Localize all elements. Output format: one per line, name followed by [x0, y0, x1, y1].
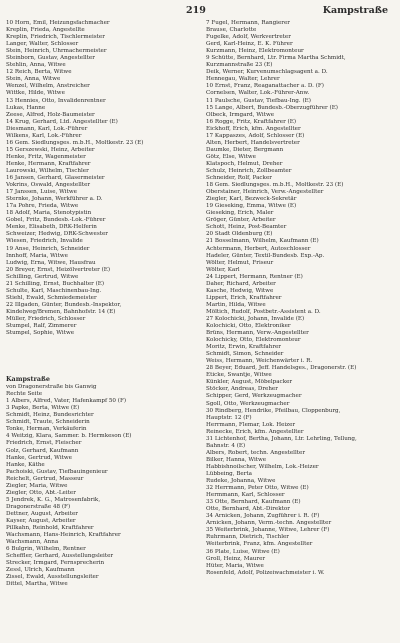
directory-entry: Daumke, Dieter, Bergmann [206, 146, 284, 153]
directory-entry: Gerd, Karl-Heinz, E. K. Führer [206, 41, 293, 48]
directory-entry: Wittke, Hilde, Witwe [6, 90, 65, 97]
directory-entry: 36 Plate, Luise, Witwe (E) [206, 548, 280, 555]
directory-entry: Steinborn, Gustav, Angestellter [6, 55, 95, 62]
directory-entry: 21 Bosselmann, Wilhelm, Kaufmann (E) [206, 238, 319, 245]
directory-entry: Schott, Heinz, Post-Beamter [206, 224, 287, 231]
directory-entry: Ziegler, Karl, Bezweck-Sekretär [206, 196, 297, 203]
directory-entry: Schulz, Heinrich, Zollbeamter [206, 167, 292, 174]
directory-entry: Dettner, August, Arbeiter [6, 510, 78, 517]
left-column [6, 20, 192, 588]
directory-entry: Reichelt, Gertrud, Masseur [6, 475, 84, 482]
directory-entry: 34 Arnicken, Johann, Zugführer i. R. (F) [206, 513, 320, 520]
directory-entry: Brüns, Hermann, Verw.-Angestellter [206, 330, 309, 337]
directory-entry: Kurzmann, Heinz, Elektromonteur [206, 48, 304, 55]
directory-entry: Götz, Else, Witwe [206, 153, 256, 160]
directory-entry: Dragonerstraße 48 (F) [6, 503, 71, 510]
directory-entry: 30 Rindberg, Hendrike, Pfeilbau, Cloppenburg, [206, 407, 341, 414]
directory-entry: Schilling, Gertrud, Witwe [6, 273, 79, 280]
directory-entry: Dittel, Martha, Witwe [6, 581, 68, 588]
directory-entry: Hauptstr. 12 (F) [206, 414, 252, 421]
directory-entry: 20 Breyer, Ernst, Heizölvertreter (E) [6, 266, 111, 273]
directory-entry: Eickhoff, Erich, kfm. Angestellter [206, 125, 301, 132]
directory-entry: Hennegau, Walter, Lehrer [206, 76, 280, 83]
directory-entry: 7 Fugel, Hermann, Rangierer [206, 20, 290, 26]
directory-entry: Golz, Gerhard, Kaufmann [6, 447, 79, 454]
directory-entry: Ruhrmann, Dietrich, Tischler [206, 534, 289, 541]
directory-entry: Stehlin, Anna, Witwe [6, 62, 66, 69]
directory-entry: Oberstainer, Heinrich, Verw.-Angestellter [206, 189, 324, 196]
directory-entry: Weiterbrink, Franz, kfm. Angestellter [206, 541, 313, 548]
directory-entry: Rosenfeld, Adolf, Polizeiwachmeister i. W. [206, 569, 325, 576]
directory-entry: Wachsmann, Anna [6, 539, 59, 546]
directory-entry: Rechte Seite [6, 391, 43, 398]
directory-entry: Wenzel, Wilhelm, Anstreicher [6, 83, 90, 90]
directory-entry: Stiehl, Ewald, Schmiedemeister [6, 294, 97, 301]
directory-entry: Arnicken, Johann, Verm.-techn. Angestellter [206, 520, 332, 527]
directory-entry: 32 Herrmann, Peter Otto, Witwe (E) [206, 485, 309, 492]
directory-entry: Zeese, Alfred, Holz-Baumeister [6, 111, 95, 118]
directory-entry: 24 Lippert, Hermann, Rentner (E) [206, 273, 303, 280]
directory-entry: 27 Kolochicki, Johann, Invalide (E) [206, 315, 305, 322]
directory-entry: Kolochicki, Otto, Elektroniker [206, 323, 291, 330]
directory-entry: Schmidt, Traute, Schneiderin [6, 419, 90, 426]
directory-entry: Daher, Richard, Arbeiter [206, 280, 276, 287]
directory-entry: 33 Otte, Bernhard, Kaufmann (E) [206, 499, 301, 506]
directory-entry: Kurzmannstraße 23 (E) [206, 62, 273, 69]
directory-entry: Gröger, Günter, Arbeiter [206, 217, 276, 224]
directory-entry: Cornelsen, Walter, Lok.-Führer-Anw. [206, 90, 310, 97]
directory-entry: Innhoff, Maria, Witwe [6, 252, 68, 259]
street-heading: Kampstraße [322, 5, 388, 16]
directory-entry: Kasche, Hedwig, Witwe [206, 287, 274, 294]
directory-entry: Möltich, Rudolf, Postbetr.-Assistent a. D. [206, 308, 321, 315]
directory-entry: Hanke, Käthe [6, 461, 45, 468]
directory-entry: Zissel, Ewald, Ausstellungsleiter [6, 574, 99, 581]
directory-entry: 16 Gem. Siedlungsges. m.b.H., Moltkestr. 23 (E) [6, 139, 144, 146]
directory-entry: 13 Hennies, Otto, Invalidenrentner [6, 97, 106, 104]
directory-entry: Groll, Heinz, Maurer [206, 555, 266, 562]
directory-entry: Zessl, Ulrich, Kaufmann [6, 567, 75, 574]
directory-entry: Brause, Charlotte [206, 27, 257, 34]
directory-entry: Habbishnoilscher, Wilhelm, Lok.-Heizer [206, 463, 319, 470]
directory-entry: 21 Schilling, Ernst, Buchhalter (E) [6, 280, 105, 287]
directory-entry: Henke, Fritz, Wagenmeister [6, 153, 86, 160]
directory-entry: Schmidt, Heinz, Bundesrichter [6, 412, 94, 419]
directory-entry: 18 Gem. Siedlungsges. m.b.H., Moltkestr. 23 (E) [206, 182, 344, 189]
page-header [0, 3, 400, 17]
directory-entry: Wölter, Helmut, Friseur [206, 259, 274, 266]
directory-entry: Reinecke, Erich, kfm. Angestellter [206, 428, 304, 435]
directory-entry: Bahnstr. 4 (E) [206, 442, 246, 449]
column-gap [6, 337, 192, 373]
directory-entry: Schmidt, Simon, Schneider [206, 351, 284, 358]
resident-list-2 [6, 398, 192, 588]
directory-entry: Menke, Elisabeth, DRK-Helferin [6, 224, 97, 231]
directory-entry: 9 Schütte, Bernhard, Ltr. Firma Martha Schmidt, [206, 55, 346, 62]
directory-entry: 31 Lichtenhof, Bertha, Johann, Ltr. Lehrling, Tellung, [206, 435, 357, 442]
directory-entry: Vokrins, Oswald, Angestellter [6, 182, 91, 189]
directory-entry: 35 Weiterbrink, Johanne, Witwe, Lehrer (F) [206, 527, 330, 534]
directory-entry: Lübbeing, Berta [206, 471, 252, 477]
directory-entry: 19 Gieseking, Emma, Witwe (E) [206, 203, 297, 210]
directory-entry: 17a Pohre, Frieda, Witwe [6, 203, 79, 210]
directory-entry: Hermmann, Karl, Schlosser [206, 492, 285, 499]
page-number: 219 [186, 5, 206, 16]
directory-entry: 12 Reich, Berta, Witwe [6, 69, 72, 76]
directory-entry: Rudeke, Johanna, Witwe [206, 478, 276, 485]
directory-entry: Schulte, Karl, Maschinenbau-Ing. [6, 287, 102, 294]
directory-entry: Fugelke, Adolf, Werkvertreter [206, 34, 291, 41]
directory-entry: Stein, Anna, Witwe [6, 76, 61, 83]
directory-entry: 3 Papke, Berta, Witwe (E) [6, 405, 80, 412]
directory-entry: 20 Stadt Oldenburg (E) [206, 231, 273, 238]
directory-entry: 18 Adolf, Maria, Stenotypistin [6, 210, 92, 217]
directory-entry: Tonke, Herman, Verkäuferin [6, 426, 87, 433]
directory-entry: 15 Lange, Albert, Bundesb.-Oberzugführer (E) [206, 104, 338, 111]
directory-entry: Kolochicky, Otto, Elektromonteur [206, 337, 301, 344]
directory-entry: Schneider, Rolf, Packer [206, 175, 272, 182]
directory-entry: Laurowski, Wilhelm, Tischler [6, 167, 89, 174]
directory-entry: Stumpel, Ralf, Zimmerer [6, 323, 77, 330]
section-intro [6, 384, 192, 398]
directory-entry: Hadeler, Günter, Textil-Bundesb. Exp.-Ap. [206, 252, 325, 259]
directory-entry: Henke, Hermann, Kraftfahrer [6, 160, 91, 167]
directory-entry: Stumpel, Sophie, Witwe [6, 330, 75, 337]
directory-entry: Pachoiski, Gustav, Tiefbauingenieur [6, 468, 108, 475]
directory-entry: Wilkens, Karl, Lok.-Führer [6, 132, 82, 139]
directory-entry: 28 Beyer, Eduard, Jeff. Handelsges., Dragonerstr. (E) [206, 365, 357, 372]
directory-entry: 11 Paulsche, Gustav, Tiefbau-Ing. (E) [206, 97, 311, 104]
directory-entry: Kayser, August, Arbeiter [6, 518, 76, 524]
directory-entry: Achtermann, Herbert, Autoschlosser [206, 245, 311, 252]
directory-entry: Klatspoch, Helmut, Dreher [206, 160, 283, 167]
directory-entry: Otte, Bernhard, Abt.-Direktor [206, 506, 290, 513]
directory-entry: 10 Horn, Emil, Heizungsfachmacher [6, 20, 110, 26]
directory-entry: Schipper, Gerd, Werkzeugmacher [206, 393, 302, 400]
directory-entry: Strecker, Irmgard, Fernsprecherin [6, 560, 105, 567]
directory-entry: Deik, Werner, Kurvenumschlagsagent a. D. [206, 69, 328, 76]
directory-entry: 1 Albers, Alfred, Vater, Hafenkampf 50 (F) [6, 398, 127, 405]
resident-list-1 [6, 20, 192, 337]
directory-entry: Ziegler, Maria, Witwe [6, 482, 68, 489]
directory-entry: Kindelweg/Bremen, Bahnhofstr. 14 (E) [6, 308, 116, 315]
directory-entry: Diesmann, Karl, Lok.-Führer [6, 125, 88, 132]
directory-entry: Alten, Herbert, Handelsvertreter [206, 139, 300, 146]
directory-entry: 6 Bulgrin, Wilhelm, Rentner [6, 546, 86, 553]
directory-entry: 17 Kappaszes, Adolf, Schlosser (E) [206, 132, 305, 139]
directory-entry: Albers, Robert, techn. Angestellter [206, 449, 305, 456]
directory-entry: Hüter, Maria, Witwe [206, 562, 264, 569]
directory-entry: Ziegler, Otto, Abt.-Leiter [6, 489, 76, 496]
directory-entry: Wiesen, Friedrich, Invalide [6, 238, 83, 245]
directory-entry: Bilker, Hanna, Witwe [206, 456, 267, 463]
directory-entry: 16 Rogge, Fritz, Kraftfahrer (E) [206, 118, 296, 125]
directory-entry: 16 Jansen, Gerhard, Glasermeister [6, 175, 105, 182]
resident-list-3 [206, 20, 396, 577]
directory-entry: 10 Ernst, Franz, Reaganattacher a. D. (F) [206, 83, 324, 90]
directory-entry: 19 Anse, Heinrich, Schneider [6, 245, 90, 252]
directory-entry: 15 Gerszewski, Heinz, Arbeiter [6, 146, 95, 153]
directory-entry: Künkler, August, Möbelpacker [206, 379, 293, 386]
directory-entry: Martin, Hilda, Witwe [206, 301, 266, 308]
directory-entry: Moritz, Erwin, Kraftfahrer [206, 344, 281, 351]
directory-entry: 5 Jendrek, K. G., Matrosenfabrik, [6, 496, 101, 503]
section-title: Kampstraße [6, 375, 50, 384]
directory-entry: Pillkahn, Reinhold, Kraftfahrer [6, 525, 94, 532]
directory-entry: Wölter, Karl [206, 266, 240, 273]
directory-entry: Stein, Heinrich, Uhrmachermeister [6, 48, 107, 55]
right-column [206, 20, 396, 577]
directory-entry: Olbeck, Irmgard, Witwe [206, 111, 275, 118]
directory-entry: 17 Janssen, Luise, Witwe [6, 189, 77, 196]
directory-entry: von Dragonerstraße bis Ganwig [6, 384, 97, 391]
directory-entry: Friedrich, Ernst, Fleischer [6, 440, 82, 447]
directory-entry: Sternke, Johann, Werkführer a. D. [6, 196, 103, 203]
directory-entry: Stöcker, Andreas, Dreher [206, 386, 278, 393]
directory-entry: Herrmann, Flemar, Lok. Heizer [206, 421, 296, 428]
directory-entry: 22 Illgaden, Günter, Bundesb.-Inspektor, [6, 301, 122, 308]
directory-entry: Lippert, Erich, Kraftfahrer [206, 294, 282, 301]
directory-entry: Langer, Walter, Schlosser [6, 41, 79, 48]
directory-entry: Lukas, Hanne [6, 104, 46, 111]
directory-entry: Eticke, Swantje, Witwe [206, 372, 272, 379]
directory-entry: Hanke, Gertrud, Witwe [6, 454, 72, 461]
directory-entry: Kreplin, Frieda, Angestellte [6, 27, 85, 34]
directory-entry: Gobel, Fritz, Bundesb.-Lok.-Führer [6, 217, 106, 224]
directory-entry: Gieseking, Erich, Maler [206, 210, 274, 217]
directory-entry: Wachsmann, Hans-Heinrich, Kraftfahrer [6, 532, 121, 539]
directory-entry: Kreplin, Friedrich, Tischlermeister [6, 34, 105, 41]
directory-entry: Weiss, Hermann, Weichenwärter i. R. [206, 358, 313, 365]
directory-entry: Schweizer, Hedwig, DRK-Schwester [6, 231, 108, 238]
directory-entry: Scheffler, Gerhard, Ausstellungsleiter [6, 553, 114, 560]
directory-entry: 4 Weitzig, Klara, Sammer. b. Hermkeson (E) [6, 433, 132, 440]
directory-entry: Sgoll, Otto, Werkzeugmacher [206, 400, 290, 407]
directory-entry: Ludwig, Erna, Witwe, Hausfrau [6, 259, 96, 266]
directory-entry: Müller, Friedrich, Schlosser [6, 315, 86, 322]
directory-entry: 14 Krug, Gerhard, Ltd. Angestellter (E) [6, 118, 118, 125]
